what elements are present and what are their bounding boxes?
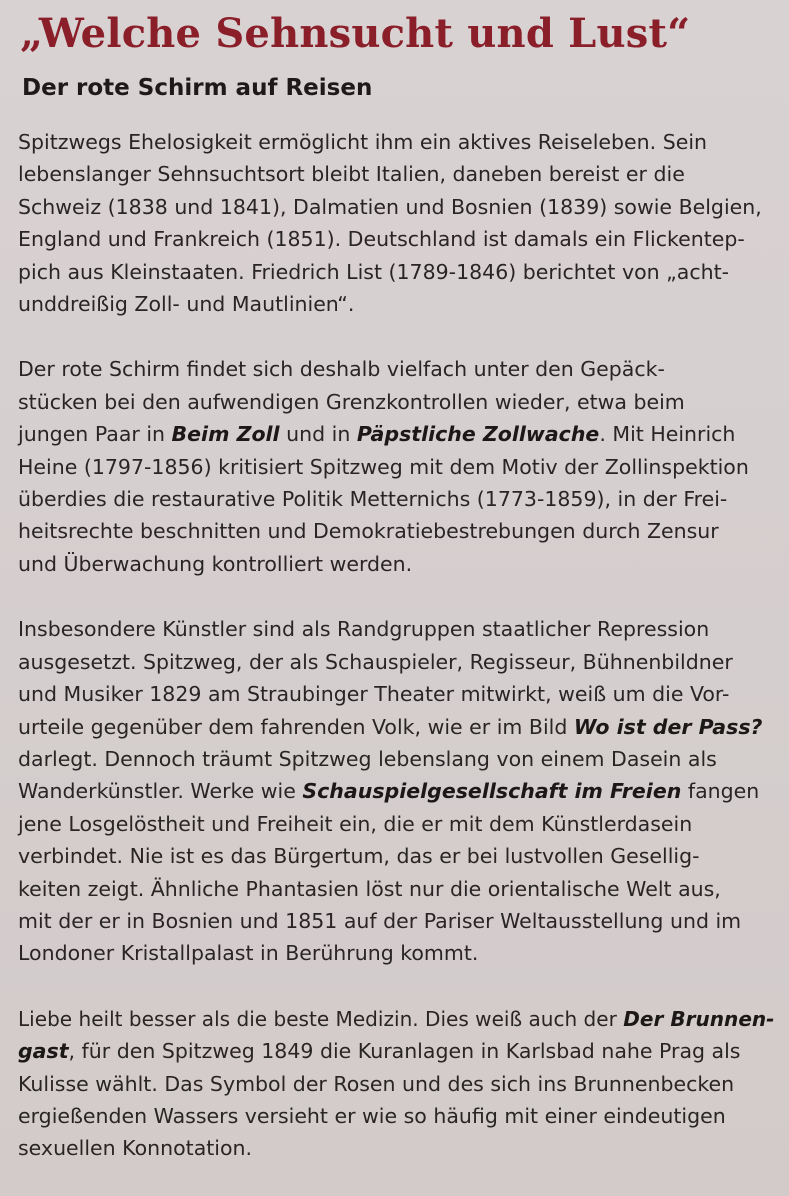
page-title: „Welche Sehnsucht und Lust“ xyxy=(20,10,691,57)
artwork-title-schauspielgesellschaft: Schauspielgesellschaft im Freien xyxy=(302,779,682,804)
text-line: pich aus Kleinstaaten. Friedrich List (1789-1846) berichtet von „acht- xyxy=(18,259,730,284)
paragraph-artists-repression xyxy=(18,613,771,969)
text-segment: Wanderkünstler. Werke wie xyxy=(18,779,303,804)
text-segment: . Mit Heinrich xyxy=(599,422,736,447)
text-line: überdies die restaurative Politik Metternichs (1773-1859), in der Frei- xyxy=(18,487,728,512)
text-line: verbindet. Nie ist es das Bürgertum, das er bei lustvollen Gesellig- xyxy=(18,844,700,869)
text-segment: fangen xyxy=(681,779,760,804)
artwork-title-wo-ist-der-pass: Wo ist der Pass? xyxy=(573,714,763,739)
text-line xyxy=(18,775,771,807)
text-line: Heine (1797-1856) kritisiert Spitzweg mit dem Motiv der Zollinspektion xyxy=(18,454,749,479)
text-line: Der rote Schirm findet sich deshalb vielfach unter den Gepäck- xyxy=(18,357,665,382)
text-line: und Überwachung kontrolliert werden. xyxy=(18,551,413,576)
text-line: heitsrechte beschnitten und Demokratiebestrebungen durch Zensur xyxy=(18,519,719,544)
text-segment: urteile gegenüber dem fahrenden Volk, wie er im Bild xyxy=(18,714,574,739)
artwork-title-beim-zoll: Beim Zoll xyxy=(171,422,280,447)
text-line: keiten zeigt. Ähnliche Phantasien löst nur die orientalische Welt aus, xyxy=(18,876,721,901)
text-line: sexuellen Konnotation. xyxy=(18,1136,253,1161)
text-line: darlegt. Dennoch träumt Spitzweg lebenslang von einem Dasein als xyxy=(18,746,717,771)
text-line: ausgesetzt. Spitzweg, der als Schauspieler, Regisseur, Bühnenbildner xyxy=(18,649,733,674)
text-line: ergießenden Wassers versieht er wie so häufig mit einer eindeutigen xyxy=(18,1103,726,1128)
text-line: Spitzwegs Ehelosigkeit ermöglicht ihm ein aktives Reiseleben. Sein xyxy=(18,130,708,154)
paragraph-travel-life xyxy=(18,126,771,320)
text-line xyxy=(18,1003,775,1035)
text-line: Londoner Kristallpalast in Berührung kommt. xyxy=(18,941,479,966)
text-line: lebenslanger Sehnsuchtsort bleibt Italien, daneben bereist er die xyxy=(18,162,685,187)
page-subtitle: Der rote Schirm auf Reisen xyxy=(22,75,373,101)
text-line: stücken bei den aufwendigen Grenzkontrollen wieder, etwa beim xyxy=(18,389,685,414)
text-line: mit der er in Bosnien und 1851 auf der Pariser Weltausstellung und im xyxy=(18,908,742,933)
text-line xyxy=(18,711,771,743)
artwork-title-der-brunnengast: Der Brunnen- xyxy=(623,1006,775,1031)
artwork-title-der-brunnengast-cont: gast xyxy=(18,1039,69,1064)
artwork-title-paepstliche-zollwache: Päpstliche Zollwache xyxy=(356,422,600,447)
text-line: jene Losgelöstheit und Freiheit ein, die er mit dem Künstlerdasein xyxy=(18,811,693,836)
paragraph-border-controls xyxy=(18,353,771,580)
text-line xyxy=(18,418,771,450)
text-line: England und Frankreich (1851). Deutschland ist damals ein Flickentep- xyxy=(18,227,745,252)
text-line: und Musiker 1829 am Straubinger Theater mitwirkt, weiß um die Vor- xyxy=(18,682,730,707)
text-line: Kulisse wählt. Das Symbol der Rosen und des sich ins Brunnenbecken xyxy=(18,1071,735,1096)
text-line: Insbesondere Künstler sind als Randgruppen staatlicher Repression xyxy=(18,617,710,642)
paragraph-der-brunnengast xyxy=(18,1003,775,1165)
text-segment: Liebe heilt besser als die beste Medizin. Dies weiß auch der xyxy=(18,1006,624,1031)
text-segment: , für den Spitzweg 1849 die Kuranlagen in Karlsbad nahe Prag als xyxy=(68,1039,741,1064)
text-line: unddreißig Zoll- und Mautlinien“. xyxy=(18,292,355,317)
text-line: Schweiz (1838 und 1841), Dalmatien und Bosnien (1839) sowie Belgien, xyxy=(18,194,762,219)
text-segment: und in xyxy=(279,422,357,447)
text-line xyxy=(18,1035,771,1067)
text-segment: jungen Paar in xyxy=(18,422,172,447)
